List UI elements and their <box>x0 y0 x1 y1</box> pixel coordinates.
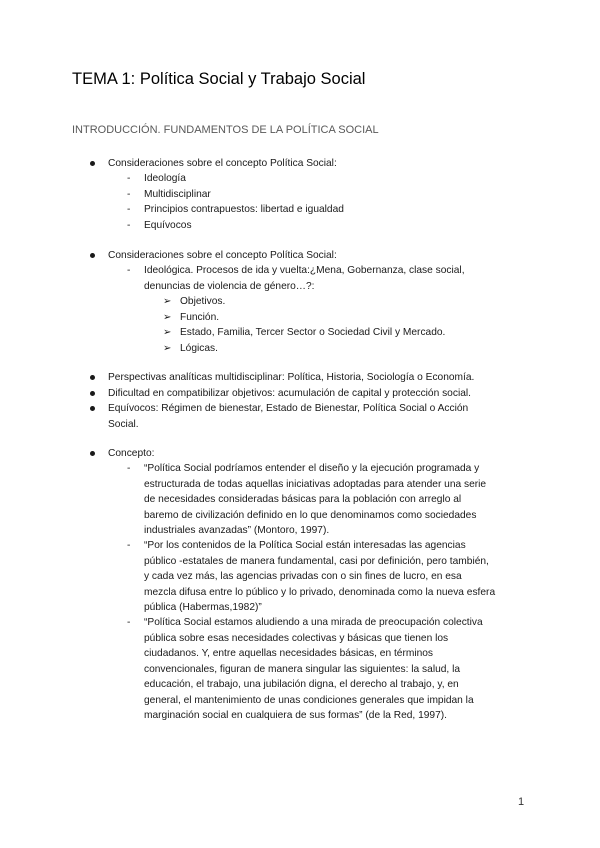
sub-item-text: Ideología <box>144 173 186 184</box>
bullet-dot-icon <box>90 161 95 166</box>
bullet-dot-icon <box>90 253 95 258</box>
quote-line: mezcla difusa entre lo público y lo privado, denominada como la nueva esfera <box>144 586 496 598</box>
bullet-text: Dificultad en compatibilizar objetivos: acumulación de capital y protección social. <box>108 387 471 399</box>
quote-line: general, el mantenimiento de unas condiciones generales que impidan la <box>144 694 474 706</box>
quote-line: de necesidades consideradas básicas para la población con arreglo al <box>144 494 462 505</box>
dash-icon: - <box>127 265 131 276</box>
quote-text <box>144 615 519 724</box>
bullet-dot-icon <box>90 375 95 380</box>
arrow-item-text: Lógicas. <box>180 342 218 354</box>
bullet-dot-icon <box>90 451 95 456</box>
quote-line: pública sobre esas necesidades colectivas y básicas que tienen los <box>144 632 449 644</box>
bullet-text: Concepto: <box>108 448 155 459</box>
dash-icon: - <box>127 204 131 215</box>
quote-line: ciudadanos. Y, entre aquellas necesidades básicas, en términos <box>144 648 434 659</box>
arrow-bullet-icon: ➢ <box>163 296 172 307</box>
bullet-line: Equívocos: Régimen de bienestar, Estado de Bienestar, Política Social o Acción <box>108 403 469 414</box>
sub-item-text: Multidisciplinar <box>144 188 211 200</box>
arrow-bullet-icon: ➢ <box>163 311 172 323</box>
arrow-bullet-icon: ➢ <box>163 342 172 354</box>
bullet-dot-icon <box>90 406 95 411</box>
quote-line: “Política Social podríamos entender el diseño y la ejecución programada y <box>144 463 480 474</box>
quote-line: público -estatales de manera fundamental, casi por definición, pero también, <box>144 555 489 567</box>
dash-icon: - <box>127 617 131 628</box>
arrow-item-text: Estado, Familia, Tercer Sector o Sociedad Civil y Mercado. <box>180 327 446 338</box>
bullet-dot-icon <box>90 391 95 396</box>
sub-item-line: denuncias de violencia de género…?: <box>144 280 315 292</box>
dash-icon: - <box>127 463 131 474</box>
sub-item-text <box>144 263 519 294</box>
arrow-item-text: Función. <box>180 311 220 323</box>
quote-text <box>144 538 519 616</box>
dash-icon: - <box>127 188 131 200</box>
bullet-text: Consideraciones sobre el concepto Política Social: <box>108 158 337 169</box>
quote-line: industriales avanzadas” (Montoro, 1997). <box>144 525 330 536</box>
quote-line: convencionales, figuran de manera singular las siguientes: la salud, la <box>144 663 461 675</box>
section-heading: INTRODUCCIÓN. FUNDAMENTOS DE LA POLÍTICA SOCIAL <box>72 124 379 136</box>
arrow-bullet-icon: ➢ <box>163 327 172 338</box>
quote-line: marginación social en cualquiera de sus formas” (de la Red, 1997). <box>144 710 447 721</box>
bullet-text <box>108 401 528 432</box>
bullet-text: Consideraciones sobre el concepto Política Social: <box>108 250 337 261</box>
page-number: 1 <box>518 796 525 808</box>
quote-line: baremo de civilización definido en lo que denominamos como sociedades <box>144 509 477 521</box>
bullet-text: Perspectivas analíticas multidisciplinar: Política, Historia, Sociología o Economía. <box>108 372 475 383</box>
arrow-item-text: Objetivos. <box>180 296 226 307</box>
page-title: TEMA 1: Política Social y Trabajo Social <box>72 70 366 88</box>
quote-line: estructurada de todas aquellas iniciativas adoptadas para atender una serie <box>144 478 487 490</box>
sub-item-text: Equívocos <box>144 219 192 231</box>
quote-line: “Política Social estamos aludiendo a una mirada de preocupación colectiva <box>144 617 483 628</box>
quote-line: y cada vez más, las agencias privadas con o sin fines de lucro, en esa <box>144 571 462 582</box>
quote-line: educación, el trabajo, una jubilación digna, el derecho al trabajo, y, en <box>144 679 459 690</box>
sub-item-text: Principios contrapuestos: libertad e igualdad <box>144 204 344 215</box>
dash-icon: - <box>127 540 131 551</box>
dash-icon: - <box>127 219 131 231</box>
dash-icon: - <box>127 173 131 184</box>
sub-item-line: Ideológica. Procesos de ida y vuelta:¿Mena, Gobernanza, clase social, <box>144 265 465 276</box>
quote-text <box>144 461 519 539</box>
bullet-line: Social. <box>108 418 139 430</box>
quote-line: pública (Habermas,1982)” <box>144 602 262 613</box>
quote-line: “Por los contenidos de la Política Social están interesadas las agencias <box>144 540 466 551</box>
